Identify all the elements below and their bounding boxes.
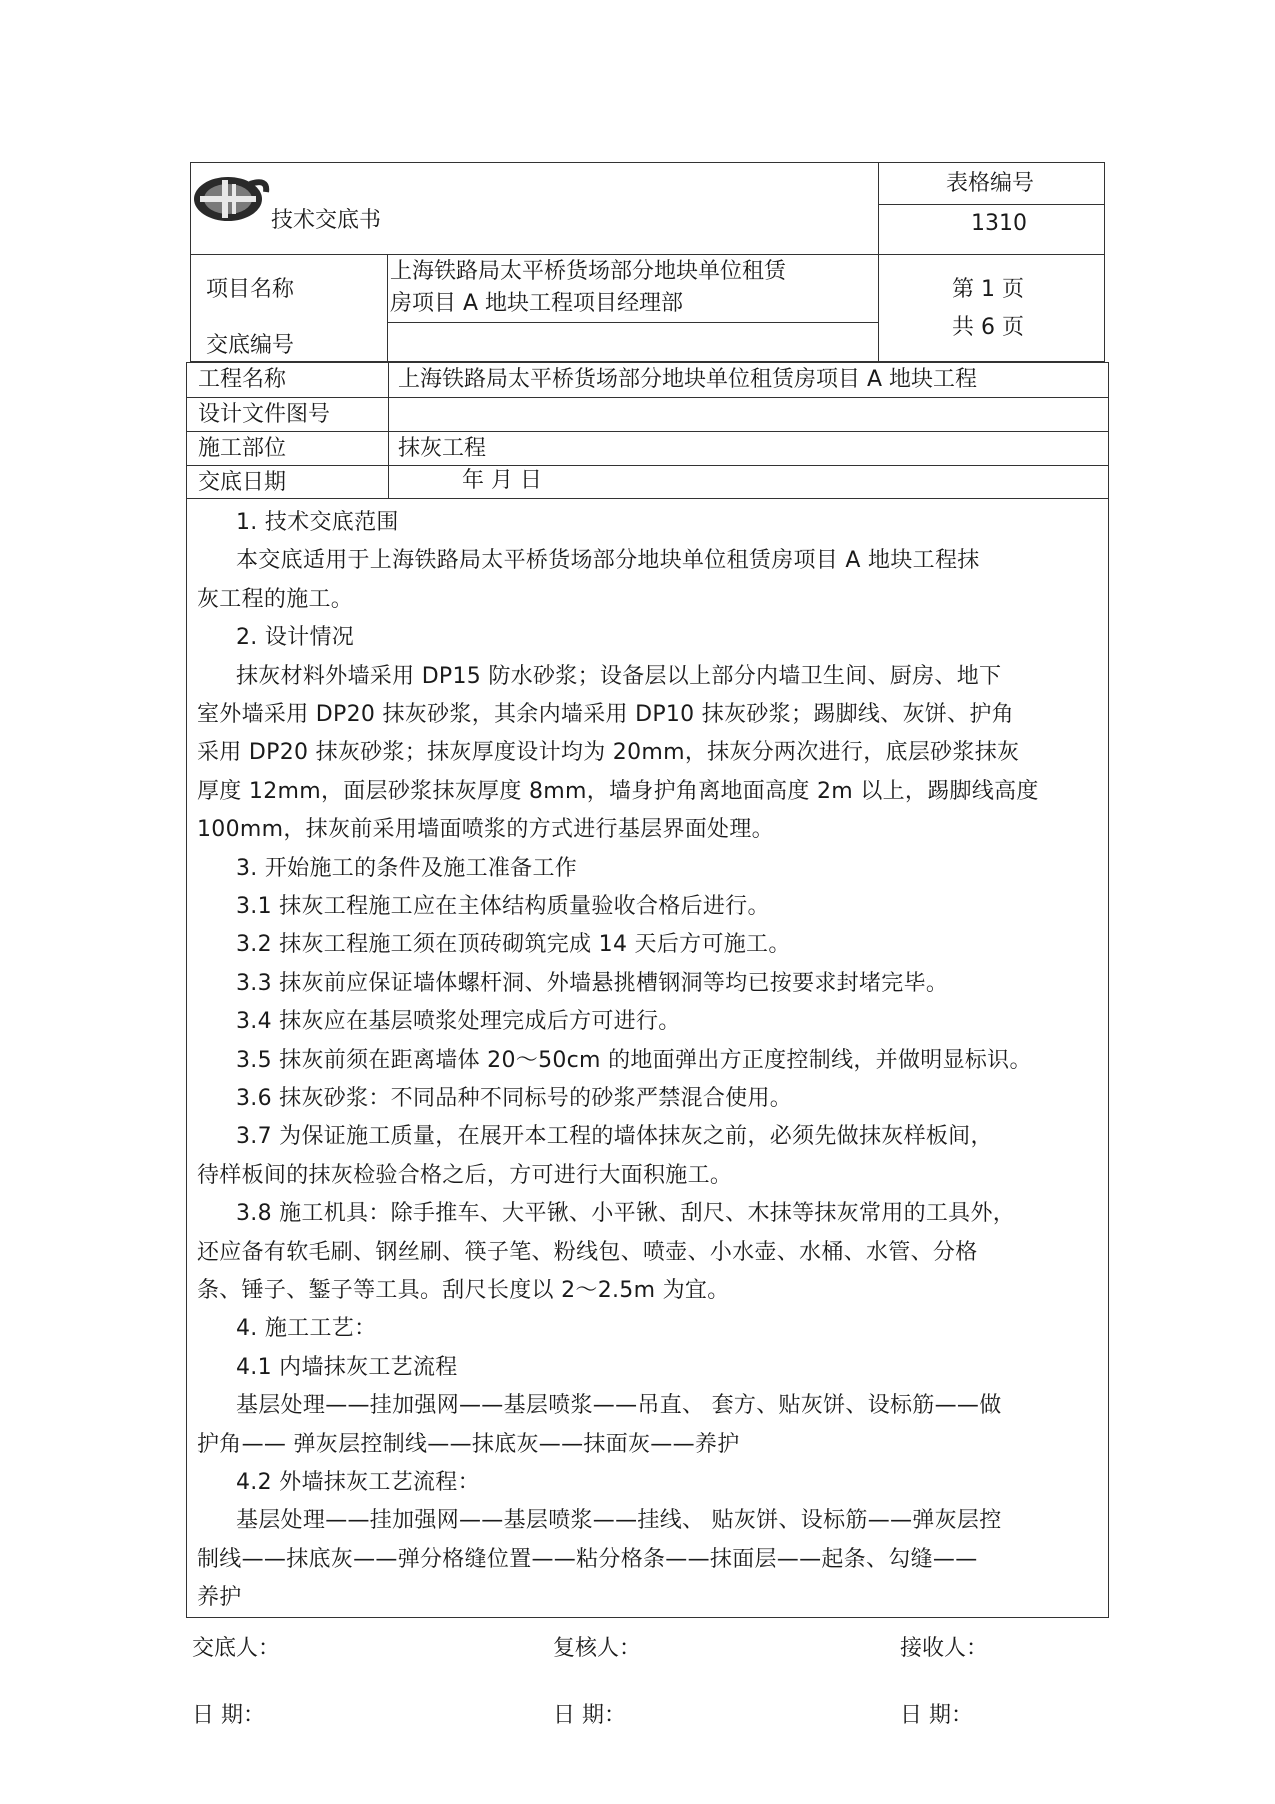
info-row-line-1 — [186, 397, 1109, 398]
info-divider-vertical — [388, 362, 389, 498]
content-line: 2. 设计情况 — [236, 625, 355, 651]
content-line: 本交底适用于上海铁路局太平桥货场部分地块单位租赁房项目 A 地块工程抹 — [236, 548, 980, 574]
handover-person-label: 交底人： — [192, 1636, 281, 1661]
content-line: 3.2 抹灰工程施工须在顶砖砌筑完成 14 天后方可施工。 — [236, 932, 791, 958]
content-line: 4.2 外墙抹灰工艺流程： — [236, 1470, 480, 1495]
content-line: 室外墙采用 DP20 抹灰砂浆，其余内墙采用 DP10 抹灰砂浆；踢脚线、灰饼、护角 — [197, 702, 1014, 727]
project-name-label: 项目名称 — [206, 277, 295, 302]
doc-title: 技术交底书 — [271, 208, 382, 233]
content-line: 3.3 抹灰前应保证墙体螺杆洞、外墙悬挑槽钢洞等均已按要求封堵完毕。 — [236, 970, 949, 996]
handover-no-label: 交底编号 — [206, 333, 295, 358]
reviewer-label: 复核人： — [553, 1636, 642, 1661]
content-line: 养护 — [197, 1585, 242, 1611]
content-line: 3.4 抹灰应在基层喷浆处理完成后方可进行。 — [236, 1009, 681, 1035]
handover-date-footer: 日 期： — [192, 1703, 265, 1728]
content-line: 抹灰材料外墙采用 DP15 防水砂浆；设备层以上部分内墙卫生间、厨房、地下 — [236, 663, 1002, 689]
reviewer-date-footer: 日 期： — [553, 1703, 626, 1728]
content-line: 还应备有软毛刷、钢丝刷、筷子笔、粉线包、喷壶、小水壶、水桶、水管、分格 — [197, 1239, 978, 1265]
content-line: 3.1 抹灰工程施工应在主体结构质量验收合格后进行。 — [236, 894, 770, 919]
project-name-value-line2: 房项目 A 地块工程项目经理部 — [390, 291, 684, 316]
construction-part-value: 抹灰工程 — [398, 436, 487, 461]
content-line: 条、锤子、錾子等工具。刮尺长度以 2～2.5m 为宜。 — [197, 1278, 730, 1303]
construction-part-label: 施工部位 — [198, 436, 287, 461]
content-line: 制线——抹底灰——弹分格缝位置——粘分格条——抹面层——起条、勾缝—— — [197, 1546, 978, 1572]
content-line: 4.1 内墙抹灰工艺流程 — [236, 1354, 458, 1380]
info-row-line-3 — [186, 465, 1109, 466]
content-line: 护角—— 弹灰层控制线——抹底灰——抹面灰——养护 — [197, 1431, 740, 1457]
info-row-line-4 — [186, 498, 1109, 499]
page-number: 第 1 页 — [952, 277, 1024, 302]
handover-date-value: 年 月 日 — [462, 468, 542, 493]
content-line: 厚度 12mm，面层砂浆抹灰厚度 8mm，墙身护角离地面高度 2m 以上，踢脚线高度 — [197, 778, 1039, 804]
handover-date-label: 交底日期 — [198, 470, 287, 495]
content-line: 3.7 为保证施工质量，在展开本工程的墙体抹灰之前，必须先做抹灰样板间， — [236, 1124, 993, 1150]
form-no-label: 表格编号 — [946, 171, 1035, 196]
content-line: 3.5 抹灰前须在距离墙体 20～50cm 的地面弹出方正度控制线，并做明显标识。 — [236, 1047, 1032, 1073]
info-row-line-2 — [186, 431, 1109, 432]
content-line: 灰工程的施工。 — [197, 586, 354, 612]
header-divider-1 — [878, 204, 1105, 205]
engineering-name-value: 上海铁路局太平桥货场部分地块单位租赁房项目 A 地块工程 — [398, 367, 978, 392]
project-name-value-line1: 上海铁路局太平桥货场部分地块单位租赁 — [390, 259, 787, 284]
content-line: 待样板间的抹灰检验合格之后，方可进行大面积施工。 — [197, 1162, 733, 1188]
header-divider-vertical — [878, 162, 879, 362]
header-divider-3 — [387, 322, 878, 323]
receiver-label: 接收人： — [900, 1636, 989, 1661]
form-no-value: 1310 — [971, 211, 1027, 236]
company-logo-icon — [192, 174, 270, 224]
content-line: 基层处理——挂加强网——基层喷浆——吊直、 套方、贴灰饼、设标筋——做 — [236, 1393, 1002, 1419]
design-doc-label: 设计文件图号 — [198, 402, 331, 427]
receiver-date-footer: 日 期： — [900, 1703, 973, 1728]
content-line: 3.8 施工机具：除手推车、大平锹、小平锹、刮尺、木抹等抹灰常用的工具外， — [236, 1201, 1016, 1227]
total-pages: 共 6 页 — [952, 315, 1024, 340]
content-line: 3. 开始施工的条件及施工准备工作 — [236, 855, 578, 881]
content-line: 基层处理——挂加强网——基层喷浆——挂线、 贴灰饼、设标筋——弹灰层控 — [236, 1508, 1002, 1534]
header-divider-project — [387, 254, 388, 362]
content-line: 3.6 抹灰砂浆：不同品种不同标号的砂浆严禁混合使用。 — [236, 1086, 793, 1111]
content-line: 4. 施工工艺： — [236, 1316, 377, 1342]
content-line: 1. 技术交底范围 — [236, 510, 399, 535]
engineering-name-label: 工程名称 — [198, 367, 287, 392]
header-divider-2 — [190, 254, 1105, 255]
content-line: 100mm，抹灰前采用墙面喷浆的方式进行基层界面处理。 — [197, 817, 774, 843]
content-line: 采用 DP20 抹灰砂浆；抹灰厚度设计均为 20mm，抹灰分两次进行，底层砂浆抹灰 — [197, 740, 1020, 766]
